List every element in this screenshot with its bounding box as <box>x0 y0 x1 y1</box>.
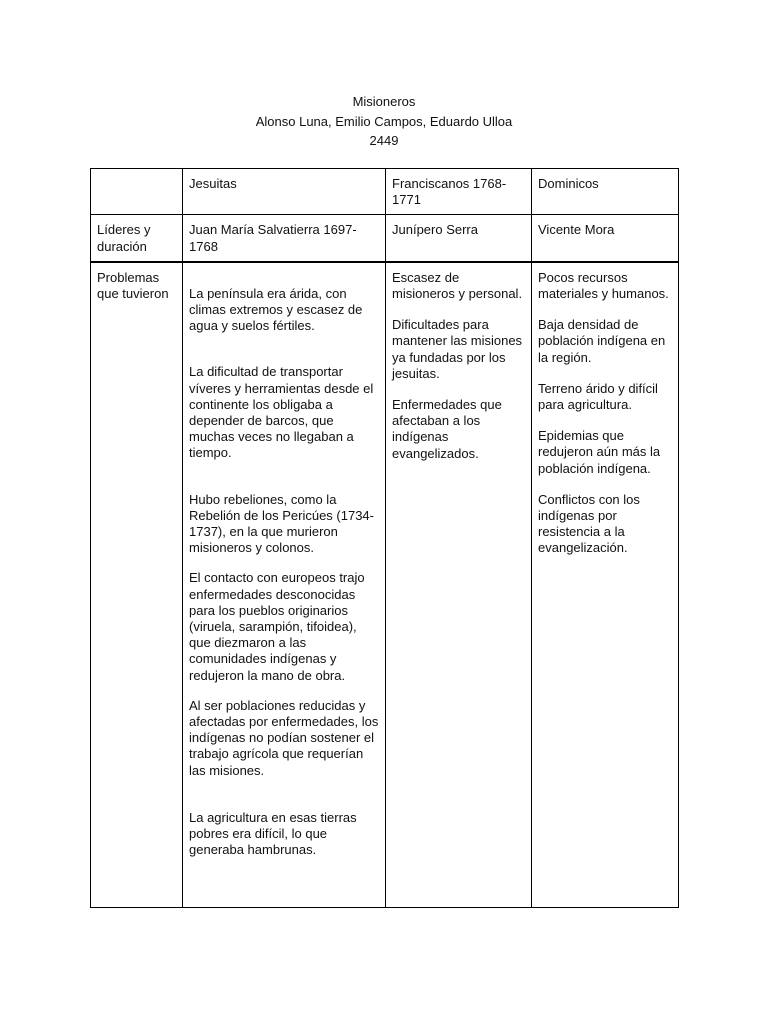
problem-paragraph: Enfermedades que afectaban a los indígenas evangelizados. <box>392 397 502 461</box>
problem-paragraph: Baja densidad de población indígena en la región. <box>538 317 666 365</box>
leaders-franciscanos: Junípero Serra <box>386 215 532 262</box>
header-cell-empty <box>91 169 183 215</box>
problem-paragraph: Terreno árido y difícil para agricultura. <box>538 380 658 413</box>
header-cell-dominicos: Dominicos <box>532 169 679 215</box>
problem-paragraph: La península era árida, con climas extremos y escasez de agua y suelos fértiles. <box>189 285 363 334</box>
missionaries-table <box>90 168 679 908</box>
problems-franciscanos <box>386 262 532 908</box>
leaders-dominicos: Vicente Mora <box>532 215 679 262</box>
row-label-problems: Problemas que tuvieron <box>91 262 183 908</box>
table-row-problems <box>91 262 679 908</box>
header-cell-jesuitas: Jesuitas <box>183 169 386 215</box>
table-row-leaders <box>91 215 679 262</box>
problem-paragraph: Epidemias que redujeron aún más la población indígena. <box>538 428 661 476</box>
document-header <box>0 92 768 151</box>
problem-paragraph: Escasez de misioneros y personal. <box>392 269 523 302</box>
problem-paragraph: Pocos recursos materiales y humanos. <box>538 269 669 302</box>
table-header-row <box>91 169 679 215</box>
problem-paragraph: Hubo rebeliones, como la Rebelión de los Pericúes (1734-1737), en la que murieron misioneros y colonos. <box>189 491 374 556</box>
document-title: Misioneros <box>352 94 416 109</box>
problems-jesuitas <box>183 262 386 908</box>
problem-paragraph: El contacto con europeos trajo enfermedades desconocidas para los pueblos originarios (viruela, sarampión, tifoidea), que diezmaron a las comunidades indígenas y redujeron la mano de obra. <box>189 570 365 683</box>
problem-paragraph: Conflictos con los indígenas por resistencia a la evangelización. <box>538 491 640 556</box>
problem-paragraph: La dificultad de transportar víveres y herramientas desde el continente los obligaba a depender de barcos, que muchas veces no llegaban a tiempo. <box>189 364 374 461</box>
leaders-jesuitas: Juan María Salvatierra 1697-1768 <box>183 215 386 262</box>
problems-dominicos <box>532 262 679 908</box>
header-cell-franciscanos: Franciscanos 1768-1771 <box>386 169 532 215</box>
problem-paragraph: Dificultades para mantener las misiones ya fundadas por los jesuitas. <box>392 317 523 381</box>
document-authors: Alonso Luna, Emilio Campos, Eduardo Ulloa <box>255 113 513 129</box>
problem-paragraph: Al ser poblaciones reducidas y afectadas por enfermedades, los indígenas no podían sostener el trabajo agrícola que requerían las misiones. <box>189 697 379 778</box>
document-group: 2449 <box>369 133 399 148</box>
row-label-leaders: Líderes y duración <box>91 215 183 262</box>
problem-paragraph: La agricultura en esas tierras pobres era difícil, lo que generaba hambrunas. <box>189 809 357 858</box>
